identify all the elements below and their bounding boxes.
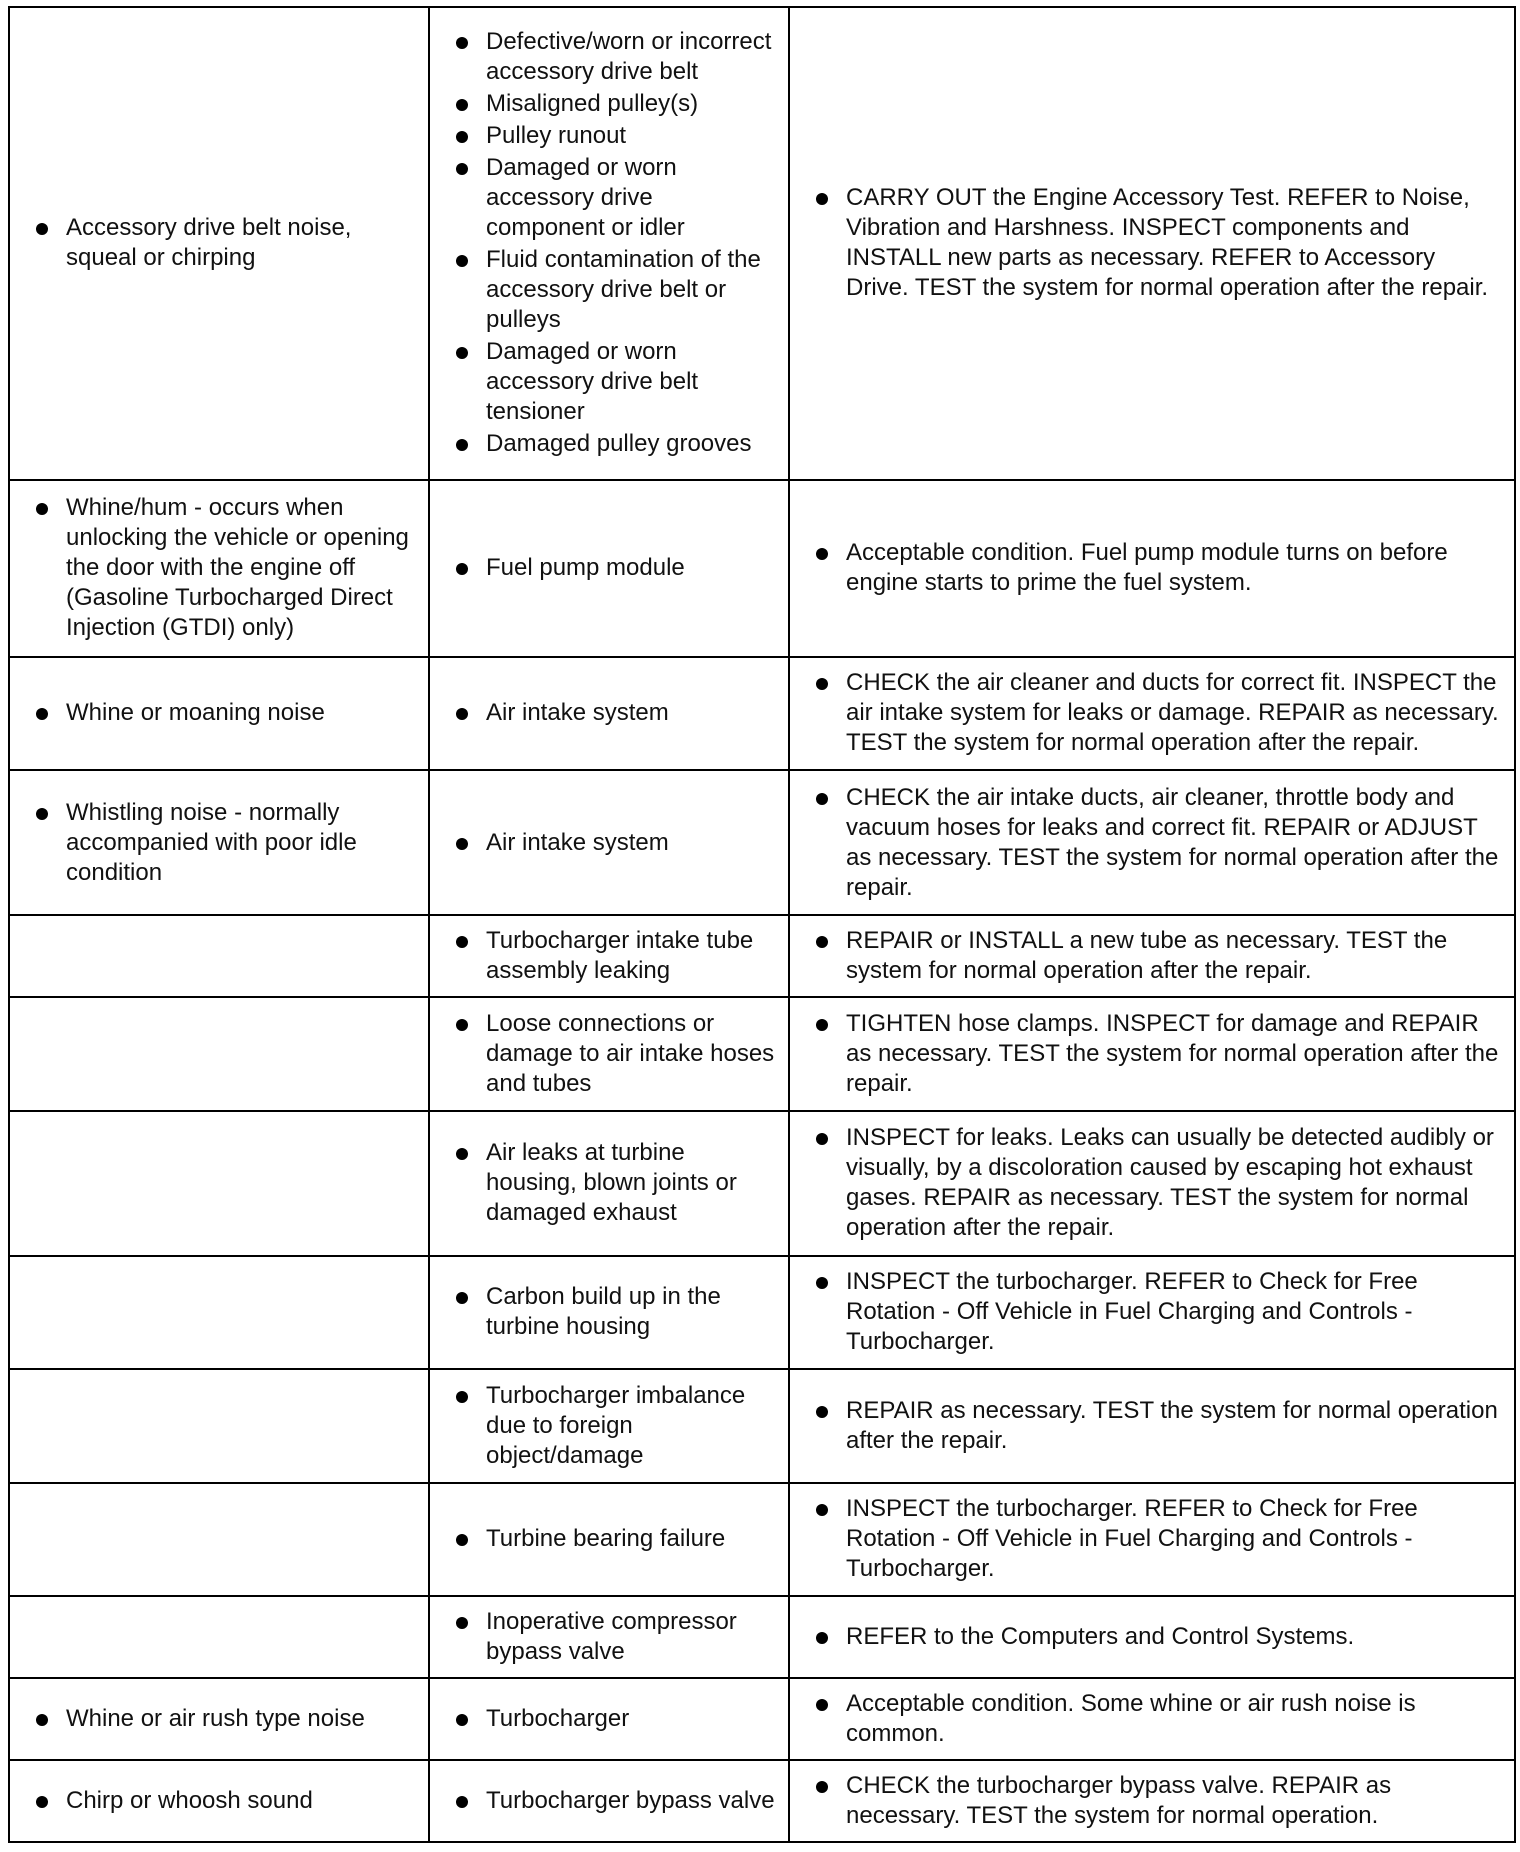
cause-cell [429,770,789,915]
bullet-list [30,1704,418,1734]
condition-cell [9,1596,429,1678]
cause-cell [429,480,789,657]
bullet-list [810,1771,1504,1831]
cause-cell [429,997,789,1111]
cause-cell [429,1369,789,1483]
cause-item: Air intake system [450,698,778,728]
cause-cell [429,1596,789,1678]
bullet-list [30,698,418,728]
action-item: CHECK the air intake ducts, air cleaner, throttle body and vacuum hoses for leaks and correct fit. REPAIR or ADJUST as necessary. TEST the system for normal operation after the repair. [810,783,1504,903]
cause-item: Inoperative compressor bypass valve [450,1607,778,1667]
table-row [9,7,1515,480]
cause-item: Air leaks at turbine housing, blown joints or damaged exhaust [450,1138,778,1228]
action-item: INSPECT the turbocharger. REFER to Check for Free Rotation - Off Vehicle in Fuel Charging and Controls - Turbocharger. [810,1494,1504,1584]
condition-cell [9,657,429,771]
action-cell [789,7,1515,480]
table-row [9,1760,1515,1842]
condition-cell [9,770,429,915]
condition-cell [9,1678,429,1760]
bullet-list [30,1786,418,1816]
bullet-list [450,1786,778,1816]
action-item: CHECK the turbocharger bypass valve. REPAIR as necessary. TEST the system for normal operation. [810,1771,1504,1831]
condition-item: Whine or moaning noise [30,698,418,728]
table-row [9,770,1515,915]
cause-item: Fluid contamination of the accessory drive belt or pulleys [450,245,778,335]
bullet-list [30,798,418,888]
action-item: REPAIR or INSTALL a new tube as necessary. TEST the system for normal operation after the repair. [810,926,1504,986]
cause-item: Turbine bearing failure [450,1524,778,1554]
bullet-list [810,926,1504,986]
table-row [9,1256,1515,1370]
cause-item: Turbocharger [450,1704,778,1734]
bullet-list [450,1282,778,1342]
cause-cell [429,657,789,771]
cause-item: Damaged or worn accessory drive component or idler [450,153,778,243]
bullet-list [450,27,778,459]
bullet-list [810,1396,1504,1456]
condition-item: Whistling noise - normally accompanied with poor idle condition [30,798,418,888]
cause-item: Fuel pump module [450,553,778,583]
table-row [9,1369,1515,1483]
action-cell [789,1111,1515,1256]
table-row [9,657,1515,771]
table-row [9,997,1515,1111]
bullet-list [810,668,1504,758]
cause-item: Turbocharger imbalance due to foreign object/damage [450,1381,778,1471]
condition-cell [9,1256,429,1370]
cause-cell [429,1256,789,1370]
bullet-list [450,828,778,858]
cause-cell [429,7,789,480]
condition-cell [9,1111,429,1256]
action-item: CARRY OUT the Engine Accessory Test. REFER to Noise, Vibration and Harshness. INSPECT components and INSTALL new parts as necessary. REFER to Accessory Drive. TEST the system for normal operation after the repair. [810,183,1504,303]
bullet-list [450,1524,778,1554]
cause-cell [429,1483,789,1597]
table-row [9,915,1515,997]
condition-item: Whine/hum - occurs when unlocking the vehicle or opening the door with the engine off (Gasoline Turbocharged Direct Injection (GTDI) only) [30,493,418,643]
cause-cell [429,1760,789,1842]
cause-item: Defective/worn or incorrect accessory drive belt [450,27,778,87]
action-cell [789,1483,1515,1597]
table-row [9,1483,1515,1597]
action-cell [789,657,1515,771]
bullet-list [450,1607,778,1667]
cause-item: Misaligned pulley(s) [450,89,778,119]
bullet-list [810,1009,1504,1099]
table-row [9,1596,1515,1678]
condition-item: Whine or air rush type noise [30,1704,418,1734]
bullet-list [450,1138,778,1228]
cause-item: Loose connections or damage to air intake hoses and tubes [450,1009,778,1099]
action-item: CHECK the air cleaner and ducts for correct fit. INSPECT the air intake system for leaks or damage. REPAIR as necessary. TEST the system for normal operation after the repair. [810,668,1504,758]
bullet-list [450,1009,778,1099]
bullet-list [810,1494,1504,1584]
bullet-list [810,183,1504,303]
condition-item: Chirp or whoosh sound [30,1786,418,1816]
cause-cell [429,1678,789,1760]
action-item: TIGHTEN hose clamps. INSPECT for damage and REPAIR as necessary. TEST the system for normal operation after the repair. [810,1009,1504,1099]
action-item: REPAIR as necessary. TEST the system for normal operation after the repair. [810,1396,1504,1456]
bullet-list [450,553,778,583]
bullet-list [30,213,418,273]
action-cell [789,915,1515,997]
bullet-list [450,1704,778,1734]
action-item: REFER to the Computers and Control Systems. [810,1622,1504,1652]
action-item: INSPECT the turbocharger. REFER to Check for Free Rotation - Off Vehicle in Fuel Charging and Controls - Turbocharger. [810,1267,1504,1357]
bullet-list [810,1689,1504,1749]
action-cell [789,1760,1515,1842]
cause-cell [429,915,789,997]
bullet-list [810,1622,1504,1652]
cause-item: Pulley runout [450,121,778,151]
table-row [9,480,1515,657]
condition-cell [9,1483,429,1597]
bullet-list [810,1123,1504,1243]
bullet-list [450,1381,778,1471]
cause-item: Turbocharger bypass valve [450,1786,778,1816]
bullet-list [810,538,1504,598]
condition-cell [9,1760,429,1842]
bullet-list [450,926,778,986]
action-cell [789,1678,1515,1760]
action-item: Acceptable condition. Fuel pump module turns on before engine starts to prime the fuel system. [810,538,1504,598]
action-cell [789,1596,1515,1678]
action-item: INSPECT for leaks. Leaks can usually be detected audibly or visually, by a discoloration caused by escaping hot exhaust gases. REPAIR as necessary. TEST the system for normal operation after the repair. [810,1123,1504,1243]
action-cell [789,1369,1515,1483]
condition-cell [9,915,429,997]
cause-cell [429,1111,789,1256]
action-cell [789,480,1515,657]
cause-item: Carbon build up in the turbine housing [450,1282,778,1342]
action-cell [789,997,1515,1111]
bullet-list [450,698,778,728]
condition-cell [9,480,429,657]
diagnosis-table-body [9,7,1515,1842]
bullet-list [30,493,418,643]
cause-item: Air intake system [450,828,778,858]
condition-cell [9,997,429,1111]
action-cell [789,1256,1515,1370]
condition-cell [9,7,429,480]
cause-item: Turbocharger intake tube assembly leaking [450,926,778,986]
cause-item: Damaged or worn accessory drive belt tensioner [450,337,778,427]
diagnosis-table [8,6,1516,1843]
action-item: Acceptable condition. Some whine or air rush noise is common. [810,1689,1504,1749]
table-row [9,1111,1515,1256]
bullet-list [810,783,1504,903]
condition-item: Accessory drive belt noise, squeal or chirping [30,213,418,273]
bullet-list [810,1267,1504,1357]
condition-cell [9,1369,429,1483]
cause-item: Damaged pulley grooves [450,429,778,459]
table-row [9,1678,1515,1760]
action-cell [789,770,1515,915]
